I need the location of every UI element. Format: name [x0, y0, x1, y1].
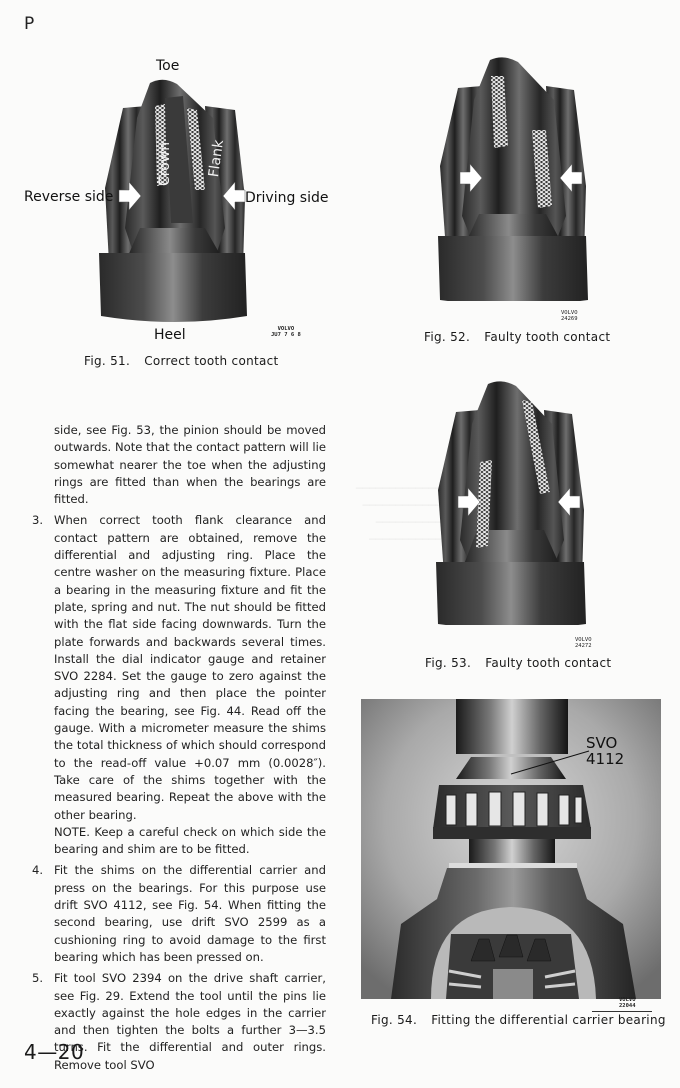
figure-53: [432, 380, 592, 625]
body-text: [32, 422, 326, 1074]
bleed-through-decoration: ──────────────── ─────────────── ───────────── ──────────────: [356, 482, 462, 546]
step-number: 5.: [32, 971, 44, 986]
step-text: Fit the shims on the differential carrier and press on the bearings. For this purpose use drift SVO 4112, see Fig. 54. When fitting the second bearing, use drift SVO 2599 as a cushioning ring to avoid damage to the first bearing which has been pressed on.: [54, 863, 326, 964]
figure-title: Correct tooth contact: [144, 354, 279, 368]
callout-svo-4112: SVO 4112: [586, 734, 625, 768]
page-number: 4—20: [24, 1040, 85, 1064]
step-text: When correct tooth flank clearance and contact pattern are obtained, remove the differential and adjusting ring. Place the centre washer on the measuring fixture. Place a bearing in the measuring fixture and fit the plate, spring and nut. The nut should be fitted with the flat side facing downwards. Turn the plate forwards and backwards several times. Install the dial indicator gauge and retainer SVO 2284. Set the gauge to zero against the adjusting ring and then place the pointer facing the bearing, see Fig. 44. Read off the gauge. With a micrometer measure the shims the total thickness of which should correspond to the read-off value +0.07 mm (0.0028″). Take care of the shims together with the measured bearing. Repeat the above with the other bearing.: [54, 513, 326, 822]
figure-caption: [84, 354, 279, 368]
label-reverse-side: Reverse side: [24, 189, 114, 205]
volvo-mark: VOLVO 24269: [561, 310, 578, 322]
figure-title: Faulty tooth contact: [484, 330, 611, 344]
step-5: [32, 970, 326, 1074]
label-driving-side: Driving side: [245, 190, 329, 206]
step-text: Fit tool SVO 2394 on the drive shaft carrier, see Fig. 29. Extend the tool until the pins lie exactly against the hole edges in the carrier and then tighten the bolts a further 3—3.5 turns. Fit the differential and outer rings. Remove tool SVO: [54, 971, 326, 1072]
volvo-mark: VOLVO 22044: [619, 997, 636, 1009]
figure-title: Fitting the differential carrier bearing: [431, 1013, 666, 1027]
figure-caption: [425, 656, 611, 670]
step-number: 4.: [32, 863, 44, 878]
volvo-mark-underline: [592, 1011, 652, 1012]
figure-caption: [371, 1013, 666, 1027]
gear-tooth-illustration-correct: [95, 78, 255, 323]
figure-number: Fig. 54.: [371, 1013, 418, 1027]
step-4: [32, 862, 326, 966]
label-crown: Crown: [157, 141, 173, 186]
figure-number: Fig. 53.: [425, 656, 472, 670]
figure-number: Fig. 51.: [84, 354, 131, 368]
label-flank: Flank: [206, 138, 228, 179]
gear-tooth-illustration-faulty: [432, 380, 592, 625]
step-number: 3.: [32, 513, 44, 528]
volvo-mark: VOLVO JU7 7 6 8: [271, 326, 301, 338]
figure-number: Fig. 52.: [424, 330, 471, 344]
volvo-mark: VOLVO 24272: [575, 637, 592, 649]
continuation-paragraph: side, see Fig. 53, the pinion should be moved outwards. Note that the contact pattern will lie somewhat nearer the toe when the adjusting rings are fitted than when the bearings are fitted.: [54, 423, 326, 507]
figure-caption: [424, 330, 610, 344]
figure-52: [434, 56, 594, 301]
gear-tooth-illustration-faulty: [434, 56, 594, 301]
figure-title: Faulty tooth contact: [485, 656, 612, 670]
label-heel: Heel: [154, 327, 186, 343]
figure-54-photo: [361, 699, 661, 999]
section-letter: P: [24, 14, 35, 34]
label-toe: Toe: [156, 58, 180, 74]
step-3: [32, 512, 326, 858]
step-note: NOTE. Keep a careful check on which side the bearing and shim are to be fitted.: [54, 824, 326, 857]
figure-51: [95, 78, 255, 323]
